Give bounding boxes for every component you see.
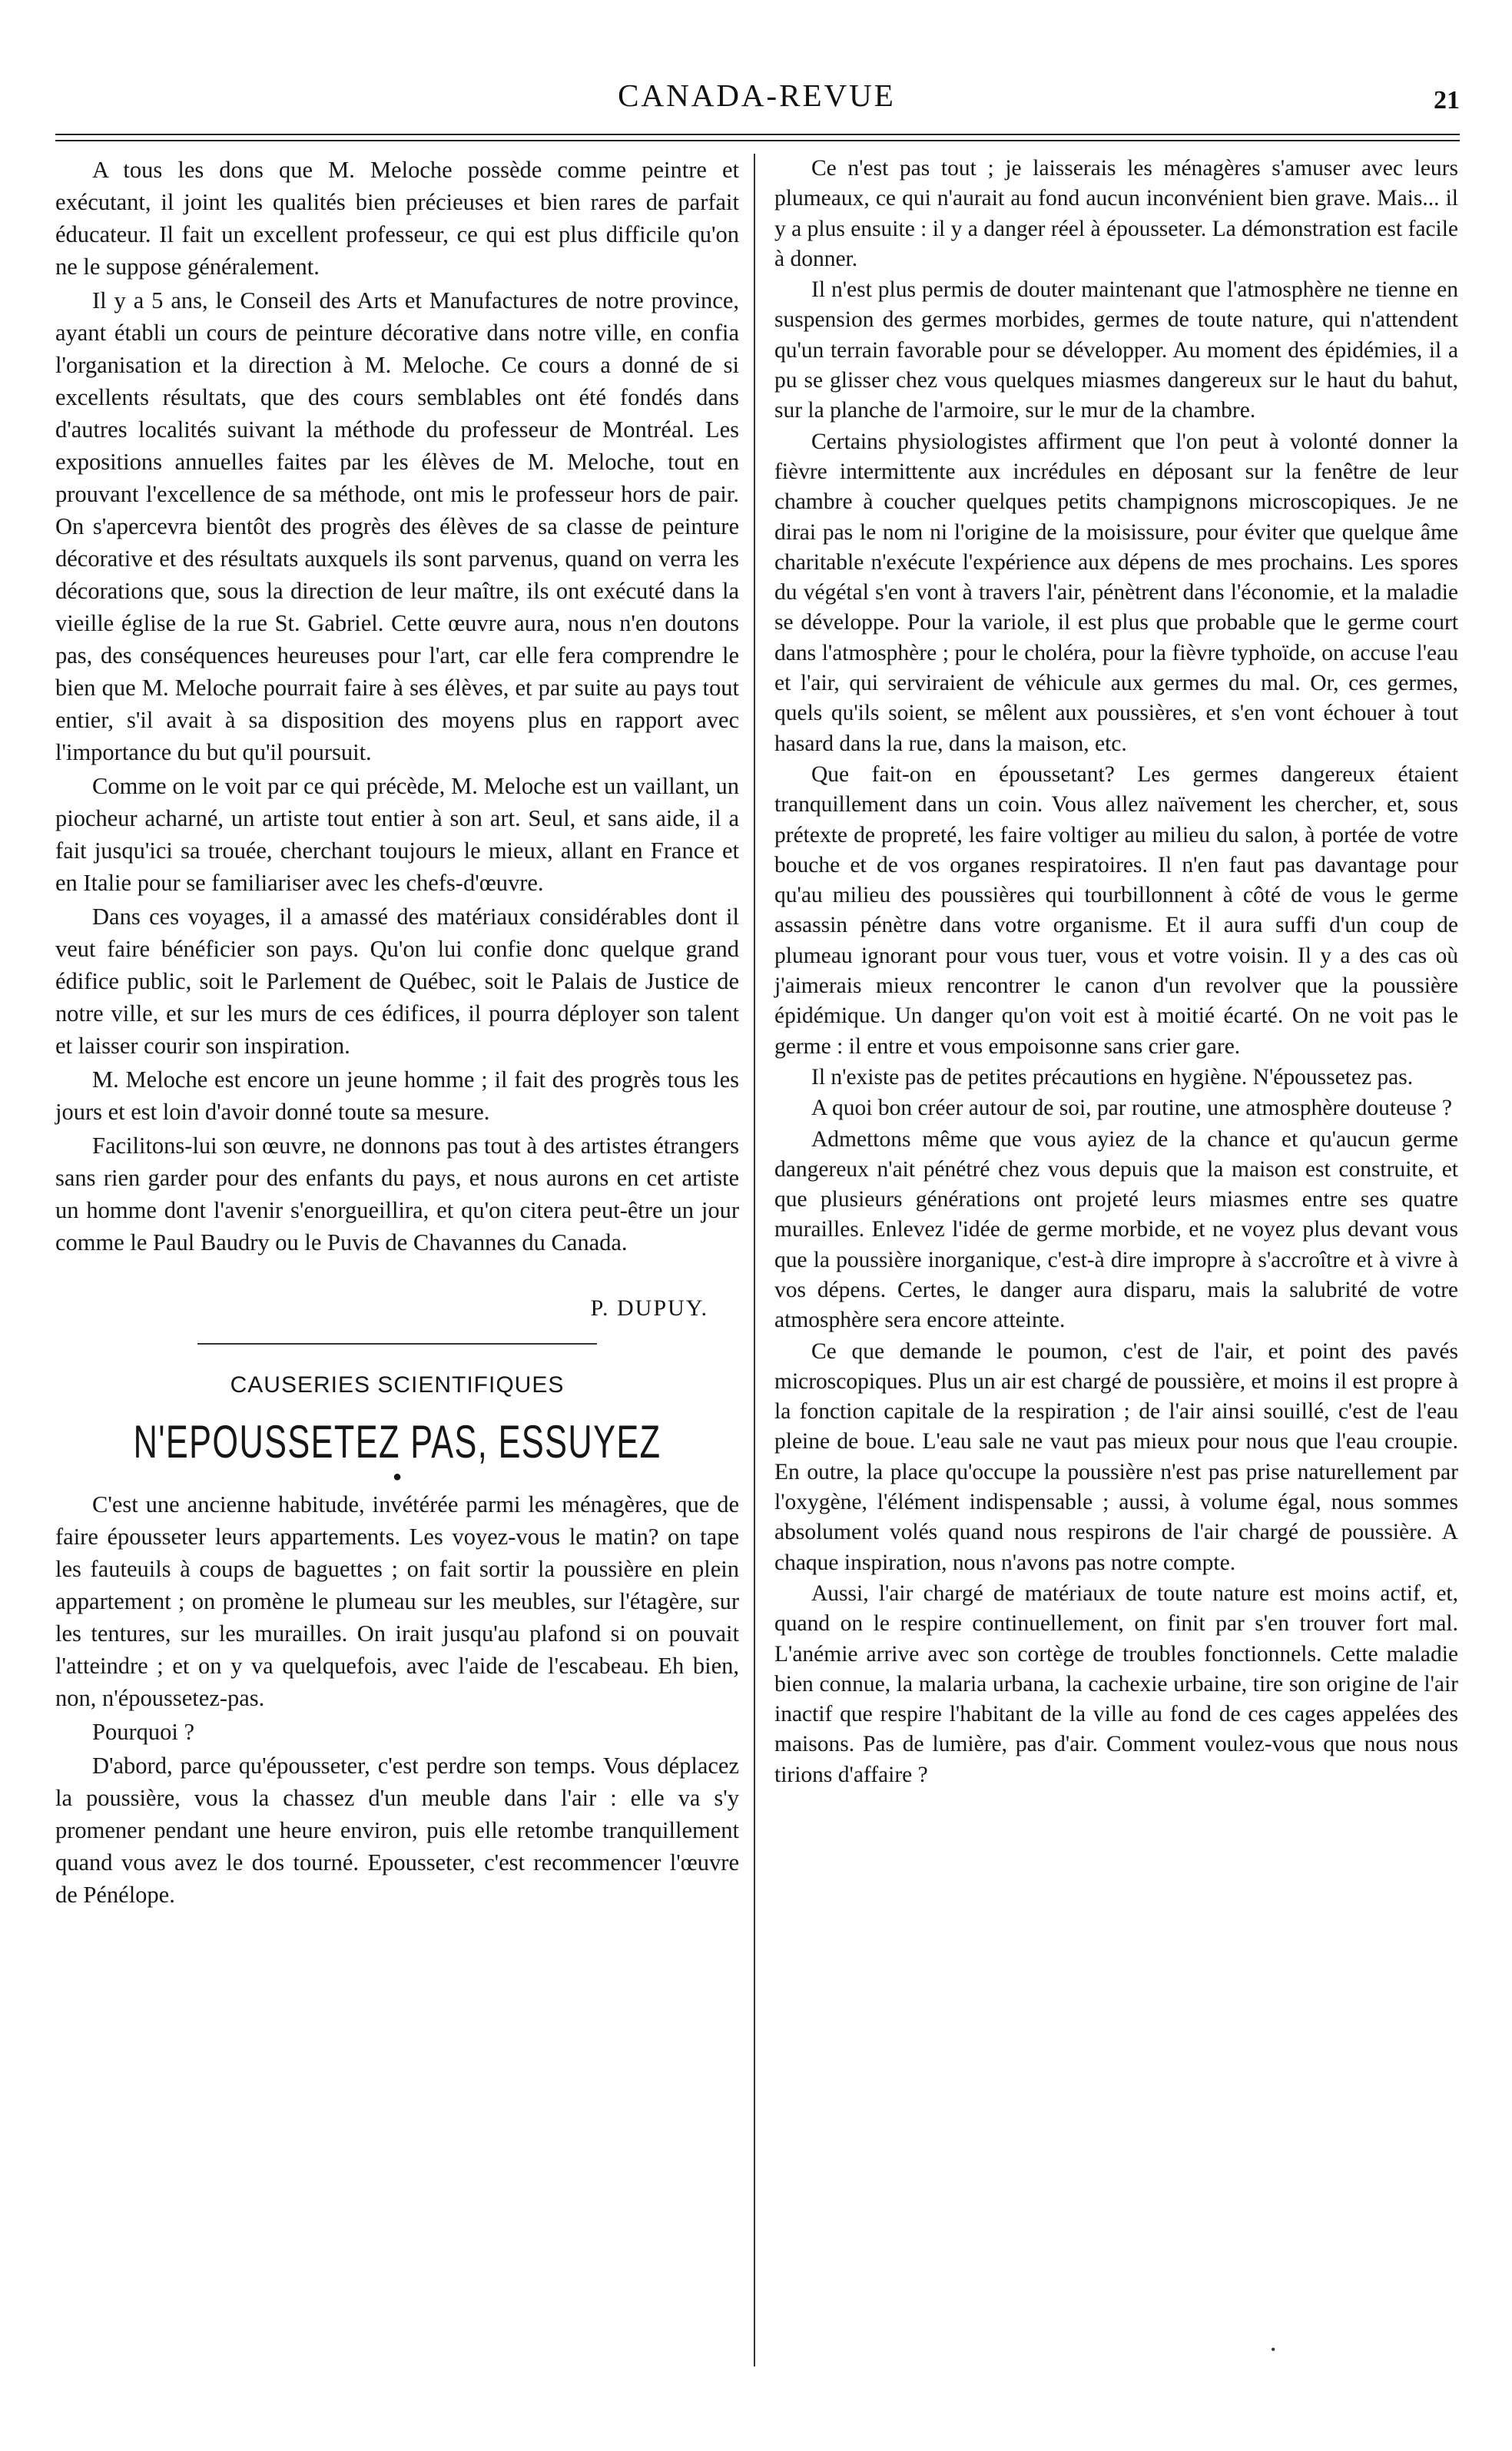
- header-double-rule: [55, 134, 1460, 141]
- paragraph: Admettons même que vous ayiez de la chance et qu'aucun germe dangereux n'ait pénétré chez vous depuis que la maison est construite, et que plusieurs générations ont projeté leurs miasmes entre ses quatre murailles. Enlevez l'idée de germe morbide, et ne voyez plus devant vous que la poussière inorganique, c'est-à dire impropre à s'accroître et à vivre à vos dépens. Certes, le danger aura disparu, mais la salubrité de votre atmosphère sera encore atteinte.: [774, 1126, 1458, 1333]
- paragraph: A quoi bon créer autour de soi, par routine, une atmosphère douteuse ?: [811, 1096, 1452, 1121]
- paragraph: Il y a 5 ans, le Conseil des Arts et Manufactures de notre province, ayant établi un cours de peinture décorative dans notre ville, en confia l'organisation et la direction à M. Meloche. Ce cours a donné de si excellents résultats, que des cours semblables ont été fondés dans d'autres localités suivant la méthode du professeur de Montréal. Les expositions annuelles faites par les élèves de M. Meloche, tout en prouvant l'excellence de sa méthode, ont mis le professeur hors de pair. On s'apercevra bientôt des progrès des élèves de sa classe de peinture décorative et des résultats auxquels ils sont parvenus, quand on verra les décorations que, sous la direction de leur maître, ils ont exécuté dans la vieille église de la rue St. Gabriel. Cette œuvre aura, nous n'en doutons pas, des conséquences heureuses pour l'art, car elle fera comprendre le bien que M. Meloche pourrait faire à ses élèves, et par suite au pays tout entier, s'il avait à sa disposition des moyens plus en rapport avec l'importance du but qu'il poursuit.: [55, 287, 739, 765]
- paragraph: Il n'est plus permis de douter maintenant que l'atmosphère ne tienne en suspension des germes morbides, germes de toute nature, qui n'attendent qu'un terrain favorable pour se développer. Au moment des épidémies, il a pu se glisser chez vous quelques miasmes dangereux sur le haut du bahut, sur la planche de l'armoire, sur le mur de la chambre.: [774, 277, 1458, 423]
- paragraph: A tous les dons que M. Meloche possède comme peintre et exécutant, il joint les qualités bien précieuses et bien rares de parfait éducateur. Il fait un excellent professeur, ce qui est plus difficile qu'on ne le suppose généralement.: [55, 157, 739, 280]
- paragraph: Dans ces voyages, il a amassé des matériaux considérables dont il veut faire bénéficier son pays. Qu'on lui confie donc quelque grand édifice public, soit le Parlement de Québec, soit le Palais de Justice de notre ville, et sur les murs de ces édifices, il pourra déployer son talent et laisser courir son inspiration.: [55, 904, 739, 1059]
- paragraph: Pourquoi ?: [92, 1719, 195, 1745]
- section-rule: [197, 1343, 597, 1345]
- paragraph: Facilitons-lui son œuvre, ne donnons pas tout à des artistes étrangers sans rien garder pour des enfants du pays, et nous aurons en cet artiste un homme dont l'avenir s'enorgueillira, et qu'on citera peut-être un jour comme le Paul Baudry ou le Puvis de Chavannes du Canada.: [55, 1133, 739, 1255]
- paragraph: D'abord, parce qu'épousseter, c'est perdre son temps. Vous déplacez la poussière, vous la chassez d'un meuble dans l'air : elle va s'y promener pendant une heure environ, puis elle retombe tranquillement quand vous avez le dos tourné. Epousseter, c'est recommencer l'œuvre de Pénélope.: [55, 1753, 739, 1908]
- stray-print-mark: •: [1271, 2342, 1276, 2357]
- paragraph: Ce n'est pas tout ; je laisserais les ménagères s'amuser avec leurs plumeaux, ce qui n'aurait au fond aucun inconvénient bien grave. Mais... il y a plus ensuite : il y a danger réel à épousseter. La démonstration est facile à donner.: [774, 156, 1458, 271]
- page-number: 21: [1434, 86, 1460, 114]
- paragraph: M. Meloche est encore un jeune homme ; il fait des progrès tous les jours et est loin d'avoir donné toute sa mesure.: [55, 1066, 739, 1125]
- left-column: [55, 154, 739, 1912]
- article-title: N'EPOUSSETEZ PAS, ESSUYEZ: [133, 1416, 662, 1468]
- paragraph: Que fait-on en époussetant? Les germes dangereux étaient tranquillement dans un coin. Vous allez naïvement les chercher, et, sous prétexte de propreté, les faire voltiger au milieu du salon, à portée de votre bouche et de vos organes respiratoires. Il n'en faut pas davantage pour qu'au milieu des poussières qui tourbillonnent à côté de vous le germe assassin pénètre dans votre organisme. Et il aura suffi d'un coup de plumeau ignorant pour vous tuer, vous et votre voisin. Il y a des cas où j'aimerais mieux rencontrer le canon d'un revolver que la poussière épidémique. Un danger qu'on voit est à moitié écarté. On ne voit pas le germe : il entre et vous empoisonne sans crier gare.: [774, 761, 1458, 1059]
- section-heading: CAUSERIES SCIENTIFIQUES: [230, 1372, 565, 1398]
- paragraph: Comme on le voit par ce qui précède, M. Meloche est un vaillant, un piocheur acharné, un artiste tout entier à son art. Seul, et sans aide, il a fait jusqu'ici sa trouée, cherchant toujours le mieux, allant en France et en Italie pour se familiariser avec les chefs-d'œuvre.: [55, 773, 739, 896]
- paragraph: Certains physiologistes affirment que l'on peut à volonté donner la fièvre intermittente aux incrédules en déposant sur la fenêtre de leur chambre à coucher quelques petits champignons microscopiques. Je ne dirai pas le nom ni l'origine de la moisissure, pour éviter que quelque âme charitable n'exécute l'expérience aux dépens de mes prochains. Les spores du végétal s'en vont à travers l'air, pénètrent dans l'économie, et la maladie se développe. Pour la variole, il est plus que probable que le germe court dans l'atmosphère ; pour le choléra, pour la fièvre typhoïde, on accuse l'eau et l'air, qui serviraient de véhicule aux germes du mal. Or, ces germes, quels qu'ils soient, se mêlent aux poussières, et s'en vont échouer à tout hasard dans la rue, dans la maison, etc.: [774, 429, 1458, 756]
- column-divider: [754, 154, 755, 2366]
- paragraph: Il n'existe pas de petites précautions en hygiène. N'époussetez pas.: [811, 1064, 1414, 1090]
- paragraph: C'est une ancienne habitude, invétérée parmi les ménagères, que de faire épousseter leurs appartements. Les voyez-vous le matin? on tape les fauteuils à coups de baguettes ; on fait sortir la poussière en plein appartement ; on promène le plumeau sur les meubles, sur l'étagère, sur les tentures, sur les murailles. On irait jusqu'au plafond si on pouvait l'atteindre ; et on y va quelquefois, avec l'aide de l'escabeau. Eh bien, non, n'époussetez-pas.: [55, 1491, 739, 1711]
- page-header: [54, 77, 1460, 128]
- title-ornament: ●: [392, 1468, 403, 1485]
- paragraph: Ce que demande le poumon, c'est de l'air, et point des pavés microscopiques. Plus un air est chargé de poussière, et moins il est propre à la fonction capitale de la respiration ; de l'air ainsi souillé, c'est de l'eau pleine de boue. L'eau sale ne vaut pas mieux pour nous que l'eau croupie. En outre, la place qu'occupe la poussière n'est pas prise naturellement par l'oxygène, l'élément indispensable ; aussi, à volume égal, nous sommes absolument volés quand nous respirons de l'air chargé de poussière. A chaque inspiration, nous n'avons pas notre compte.: [774, 1338, 1458, 1575]
- right-column: [774, 154, 1458, 1791]
- author-signature: P. DUPUY.: [590, 1295, 708, 1321]
- journal-title: CANADA-REVUE: [618, 78, 896, 113]
- paragraph: Aussi, l'air chargé de matériaux de toute nature est moins actif, et, quand on le respire continuellement, on finit par s'en trouver fort mal. L'anémie arrive avec son cortège de troubles fonctionnels. Cette maladie bien connue, la malaria urbana, la cachexie urbaine, tire son origine de l'air inactif que respire l'habitant de la ville au fond de ces cages appelées des maisons. Pas de lumière, pas d'air. Comment voulez-vous que nous nous tirions d'affaire ?: [774, 1580, 1458, 1787]
